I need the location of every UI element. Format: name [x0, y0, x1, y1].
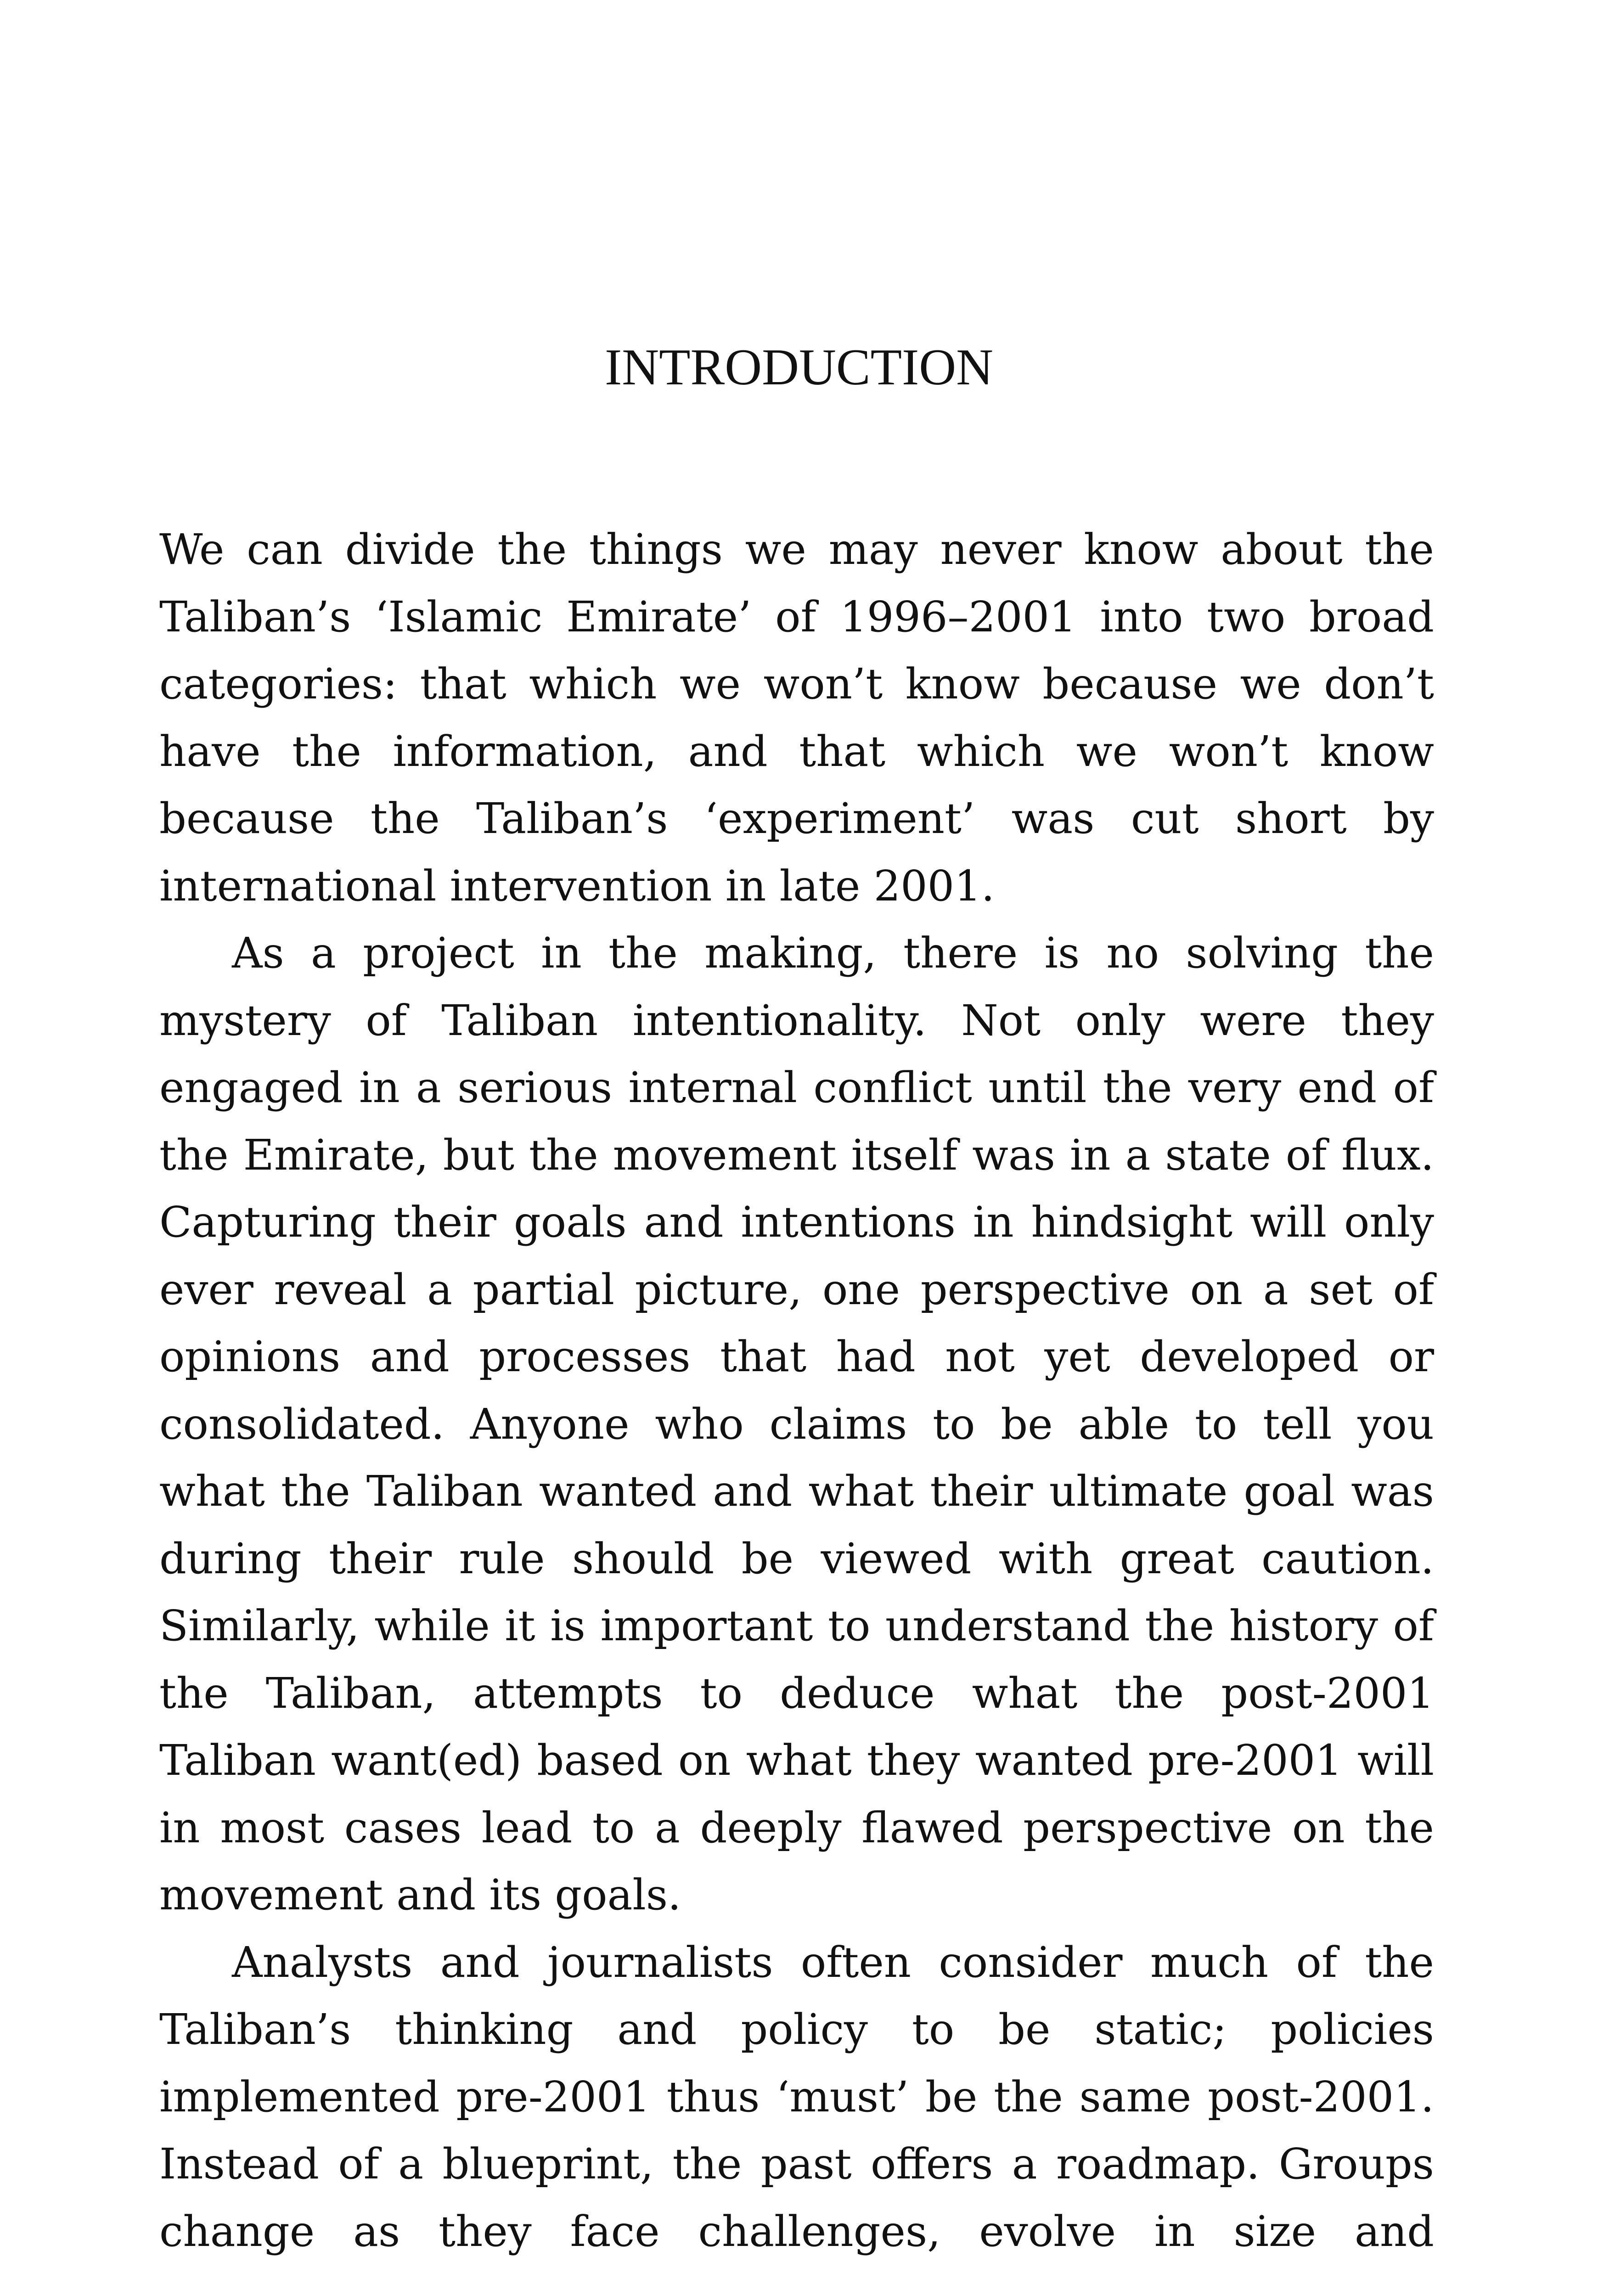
body-text [159, 516, 1434, 2265]
paragraph: Analysts and journalists often consider much of the Taliban’s thinking and policy to be static; policies implemented pre-2001 thus ‘must’ be the same post-2001. Instead of a blueprint, the past offers a roadmap. Groups change as they face challenges, evolve in size and [159, 1937, 1434, 2256]
paragraph: We can divide the things we may never know about the Taliban’s ‘Islamic Emirate’ of 1996–2001 into two broad categories: that which we won’t know because we don’t have the information, and that which we won’t know because the Taliban’s ‘experiment’ was cut short by international intervention in late 2001. [159, 525, 1434, 911]
paragraph: As a project in the making, there is no solving the mystery of Taliban intentionality. Not only were they engaged in a serious internal conflict until the very end of the Emirate, but the movement itself was in a state of flux. Capturing their goals and intentions in hindsight will only ever reveal a partial picture, one perspective on a set of opinions and processes that had not yet developed or consolidated. Anyone who claims to be able to tell you what the Taliban wanted and what their ultimate goal was during their rule should be viewed with great caution. Similarly, while it is important to understand the history of the Taliban, attempts to deduce what the post-2001 Taliban want(ed) based on what they wanted pre-2001 will in most cases lead to a deeply flawed perspective on the movement and its goals. [159, 929, 1434, 1919]
chapter-title: INTRODUCTION [604, 339, 994, 396]
